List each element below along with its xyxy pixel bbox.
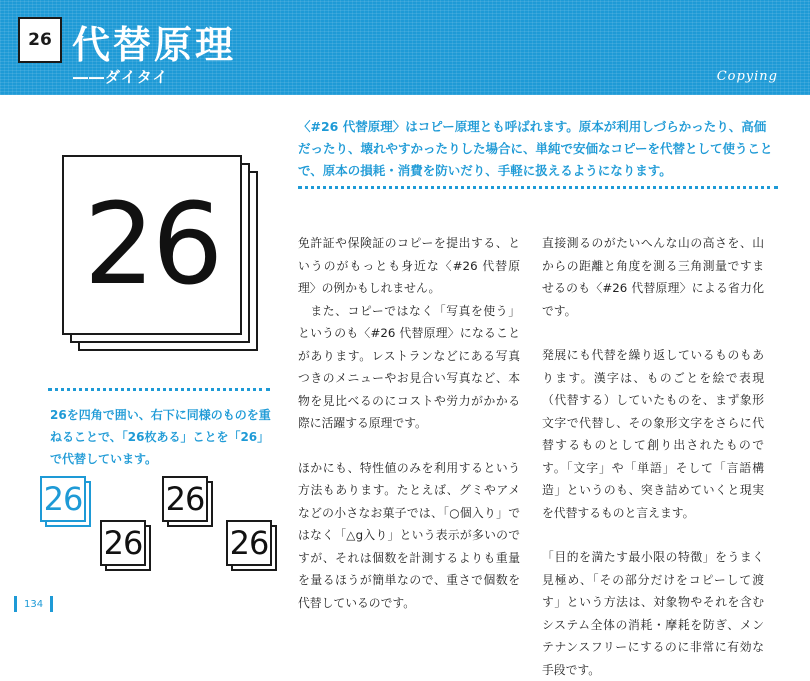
example-card-front: 26 — [100, 520, 146, 566]
body-column-right — [542, 232, 764, 681]
body-column-middle — [298, 232, 520, 614]
paragraph: 発展にも代替を繰り返しているものもあります。漢字は、ものごとを絵で表現（代替する）していたものを、まず象形文字で代替し、その象形文字をさらに代替するものとして創り出されたものです。「文字」や「単語」そして「言語構造」というのも、突き詰めていくと現実を代替するものと言えます。 — [542, 348, 764, 520]
principle-english-name: Copying — [716, 69, 778, 84]
paragraph: また、コピーではなく「写真を使う」というのも〈#26 代替原理〉になることがあります。レストランなどにある写真つきのメニューやお見合い写真など、本物を見比べるのにコストや労力がかかる際に活躍する原理です。 — [298, 303, 520, 430]
page-number: 134 — [24, 598, 44, 610]
example-card-front: 26 — [226, 520, 272, 566]
caption-divider — [48, 388, 270, 391]
principle-title: 代替原理 — [72, 23, 237, 67]
paragraph: 「目的を満たす最小限の特徴」をうまく見極め、「その部分だけをコピーして渡す」という方法は、対象物やそれを含むシステム全体の消耗・摩耗を防ぎ、メンテナンスフリーにするのに非常に有効な手段です。 — [542, 550, 764, 677]
example-26-top — [162, 476, 212, 526]
example-26-bottom-left — [100, 520, 150, 570]
intro-text: 〈#26 代替原理〉はコピー原理とも呼ばれます。原本が利用しづらかったり、高価だったり、壊れやすかったりした場合に、単純で安価なコピーを代替として使うことで、原本の損耗・消費を防いだり、手軽に扱えるようになります。 — [298, 119, 773, 178]
figure-caption: 26を四角で囲い、右下に同様のものを重ねることで、「26枚ある」ことを「26」で代替しています。 — [50, 408, 271, 466]
folio-bar-left — [14, 596, 17, 612]
example-card-front: 26 — [162, 476, 208, 522]
principle-reading: ――ダイタイ — [73, 68, 169, 86]
page-folio — [14, 596, 53, 612]
principle-number-badge: 26 — [18, 17, 62, 63]
chapter-header — [0, 0, 810, 95]
paragraph: 免許証や保険証のコピーを提出する、というのがもっとも身近な〈#26 代替原理〉の例かもしれません。 — [298, 236, 520, 295]
paragraph: 直接測るのがたいへんな山の高さを、山からの距離と角度を測る三角測量ですませるのも〈#26 代替原理〉による省力化です。 — [542, 236, 764, 318]
stacked-26-figure — [62, 155, 262, 355]
example-26-bottom-right — [226, 520, 276, 570]
paragraph: ほかにも、特性値のみを利用するという方法もあります。たとえば、グミやアメなどの小さなお菓子では、「○個入り」ではなく「△g入り」という表示が多いのですが、それは個数を計測するよりも重量を量るほうが簡単なので、重さで個数を代替しているのです。 — [298, 460, 520, 610]
example-26-blue — [40, 476, 90, 526]
folio-bar-right — [50, 596, 53, 612]
intro-divider — [298, 186, 778, 189]
example-card-front: 26 — [40, 476, 86, 522]
stack-card-front: 26 — [62, 155, 242, 335]
